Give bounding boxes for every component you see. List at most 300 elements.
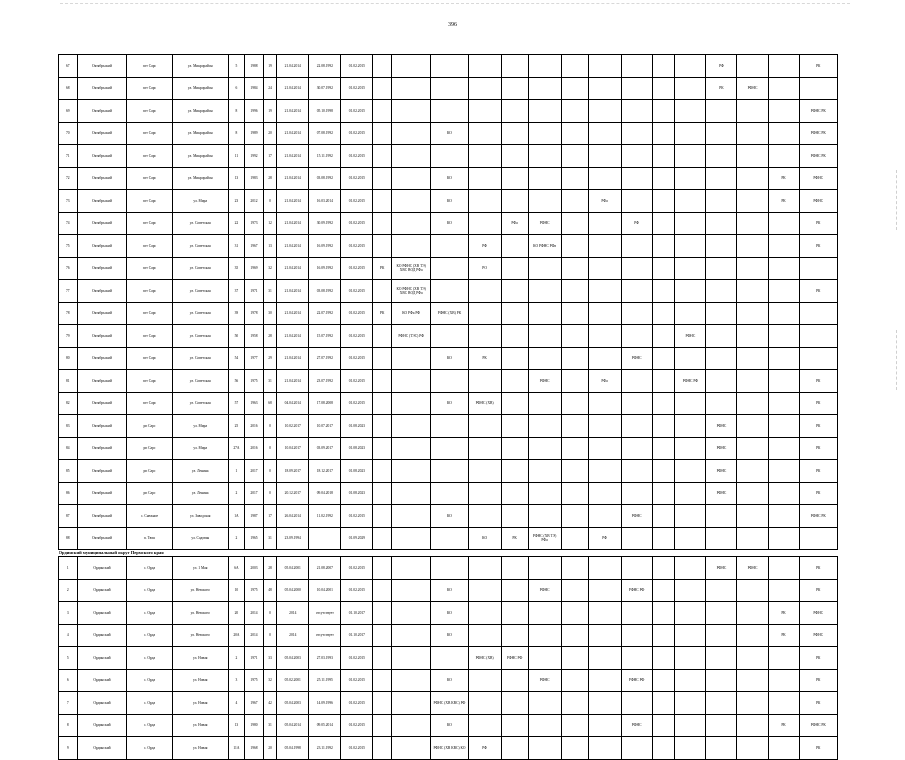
table-cell: Октябрьский	[77, 505, 127, 528]
table-cell	[373, 669, 392, 692]
table-cell: 81	[59, 370, 78, 393]
table-cell: пгт Сарс	[127, 145, 173, 168]
table-cell: РФНС	[737, 557, 768, 580]
table-cell	[392, 190, 431, 213]
table-cell: РК	[799, 280, 837, 303]
table-cell: 32	[263, 257, 276, 280]
table-cell: 07.08.1992	[309, 122, 341, 145]
table-cell: 11А	[228, 737, 245, 760]
table-cell	[392, 602, 431, 625]
table-cell: КО	[431, 624, 468, 647]
table-cell: 28	[263, 325, 276, 348]
table-cell: 01.02.2015	[341, 235, 373, 258]
table-cell	[392, 692, 431, 715]
table-cell: Ординский	[77, 647, 127, 670]
table-cell	[561, 145, 588, 168]
table-cell: 01.02.2015	[341, 257, 373, 280]
table-cell	[768, 737, 799, 760]
table-cell: ул. Мира	[172, 190, 228, 213]
table-cell: 16.09.1992	[309, 235, 341, 258]
table-cell: 19	[263, 100, 276, 123]
table-cell: 75	[59, 235, 78, 258]
table-cell	[588, 302, 621, 325]
table-cell: 27.03.1993	[309, 647, 341, 670]
table-cell	[431, 557, 468, 580]
table-cell	[706, 370, 737, 393]
table-cell: 21.04.2014	[277, 167, 309, 190]
table-cell	[392, 669, 431, 692]
table-cell	[501, 370, 528, 393]
table-cell: 01.02.2015	[341, 167, 373, 190]
table-cell: РК	[706, 77, 737, 100]
table-cell	[561, 235, 588, 258]
table-cell: ул. Садовая	[172, 527, 228, 550]
table-cell	[768, 692, 799, 715]
table-cell: 10.02.2017	[277, 415, 309, 438]
table-cell	[675, 235, 706, 258]
table-cell	[468, 122, 501, 145]
table-cell	[675, 212, 706, 235]
table-cell: 37	[228, 280, 245, 303]
table-cell: 01.02.2015	[341, 647, 373, 670]
table-cell: ул. Невского	[172, 624, 228, 647]
table-cell: 2016	[245, 415, 264, 438]
table-cell	[621, 437, 652, 460]
table-cell	[737, 579, 768, 602]
table-cell: РК	[799, 370, 837, 393]
table-cell	[561, 460, 588, 483]
table-cell	[799, 257, 837, 280]
table-cell: 48	[263, 579, 276, 602]
table-cell	[768, 100, 799, 123]
table-cell: 56	[228, 370, 245, 393]
table-cell	[652, 145, 675, 168]
table-cell: 0	[263, 190, 276, 213]
table-cell: 8	[228, 100, 245, 123]
table-cell: 1984	[245, 77, 264, 100]
table-cell	[675, 460, 706, 483]
table-cell: ул. Мира	[172, 415, 228, 438]
table-cell	[528, 624, 561, 647]
table-cell	[561, 482, 588, 505]
table-cell	[373, 122, 392, 145]
table-cell: ул. Микрорайон	[172, 167, 228, 190]
table-cell	[675, 77, 706, 100]
table-cell	[431, 415, 468, 438]
table-cell: 01.02.2015	[341, 77, 373, 100]
table-row	[59, 692, 838, 715]
table-cell	[561, 669, 588, 692]
table-cell	[588, 737, 621, 760]
table-cell: Октябрьский	[77, 370, 127, 393]
table-cell: Ординский	[77, 714, 127, 737]
table-cell: 9	[59, 737, 78, 760]
table-cell	[652, 392, 675, 415]
table-row	[59, 557, 838, 580]
table-cell	[621, 167, 652, 190]
table-cell	[675, 624, 706, 647]
table-cell	[468, 167, 501, 190]
table-cell: Октябрьский	[77, 347, 127, 370]
table-cell	[561, 190, 588, 213]
table-cell: РК	[501, 527, 528, 550]
table-cell	[799, 302, 837, 325]
table-cell: 85	[59, 460, 78, 483]
table-cell: 01.02.2015	[341, 190, 373, 213]
table-row	[59, 647, 838, 670]
table-cell	[675, 647, 706, 670]
table-cell	[621, 392, 652, 415]
table-cell: с. Орда	[127, 557, 173, 580]
table-cell: пгт Сарс	[127, 235, 173, 258]
table-cell: 1	[59, 557, 78, 580]
table-cell	[768, 669, 799, 692]
table-cell: РФНС	[799, 190, 837, 213]
table-cell	[561, 122, 588, 145]
table-cell: 20	[263, 122, 276, 145]
right-margin-mark	[896, 170, 897, 230]
table-cell: пгт Сарс	[127, 370, 173, 393]
table-cell: РФНС РФ	[621, 579, 652, 602]
table-cell: РФНС	[706, 437, 737, 460]
table-cell: п. Тюш	[127, 527, 173, 550]
table-cell	[588, 122, 621, 145]
table-cell	[768, 257, 799, 280]
table-row	[59, 737, 838, 760]
table-cell	[652, 624, 675, 647]
table-cell: 5	[59, 647, 78, 670]
table-cell	[561, 527, 588, 550]
table-cell	[768, 579, 799, 602]
table-cell	[621, 325, 652, 348]
table-cell	[652, 527, 675, 550]
table-cell: 01.02.2015	[341, 280, 373, 303]
table-cell: РФНС	[528, 579, 561, 602]
table-row	[59, 669, 838, 692]
table-cell: 79	[59, 325, 78, 348]
table-row	[59, 280, 838, 303]
table-cell	[392, 714, 431, 737]
table-cell: КО	[431, 714, 468, 737]
table-cell: 1975	[245, 669, 264, 692]
table-cell	[392, 122, 431, 145]
table-cell: 13	[228, 714, 245, 737]
table-cell	[588, 280, 621, 303]
table-cell: Октябрьский	[77, 280, 127, 303]
table-cell: 25.11.1995	[309, 669, 341, 692]
table-cell: 21.04.2014	[277, 325, 309, 348]
table-cell: 72	[59, 167, 78, 190]
table-cell	[501, 302, 528, 325]
table-cell	[675, 714, 706, 737]
table-cell: 1996	[245, 100, 264, 123]
table-cell: пгт Сарс	[127, 167, 173, 190]
table-row	[59, 460, 838, 483]
table-cell	[588, 602, 621, 625]
table-cell	[737, 212, 768, 235]
table-cell	[468, 482, 501, 505]
table-cell	[501, 505, 528, 528]
table-cell: 31	[263, 370, 276, 393]
table-cell: РК	[799, 235, 837, 258]
table-cell: Октябрьский	[77, 167, 127, 190]
table-cell	[501, 145, 528, 168]
table-cell	[561, 624, 588, 647]
table-cell: Ординский	[77, 692, 127, 715]
table-cell	[588, 460, 621, 483]
table-cell	[501, 437, 528, 460]
table-cell	[768, 392, 799, 415]
table-cell: 20.12.2017	[277, 482, 309, 505]
table-cell	[675, 527, 706, 550]
table-cell: 4	[228, 692, 245, 715]
table-cell	[501, 415, 528, 438]
table-cell: 30.09.1992	[309, 212, 341, 235]
table-row	[59, 77, 838, 100]
table-cell: 05.10.1998	[309, 100, 341, 123]
table-row	[59, 257, 838, 280]
table-cell	[468, 692, 501, 715]
table-cell: 23.09.1994	[277, 527, 309, 550]
table-cell: 2	[228, 527, 245, 550]
table-cell: РО	[468, 257, 501, 280]
table-cell	[652, 100, 675, 123]
table-cell	[501, 167, 528, 190]
table-cell: 1963	[245, 392, 264, 415]
table-cell	[652, 212, 675, 235]
table-cell	[737, 257, 768, 280]
table-cell	[706, 737, 737, 760]
table-cell	[621, 460, 652, 483]
table-cell: 05.04.2000	[277, 579, 309, 602]
table-row	[59, 527, 838, 550]
table-cell: 0	[263, 415, 276, 438]
table-cell: Октябрьский	[77, 190, 127, 213]
table-cell: Ординский	[77, 579, 127, 602]
table-cell	[468, 505, 501, 528]
table-cell: с. Орда	[127, 737, 173, 760]
table-cell: 03.08.1992	[309, 280, 341, 303]
table-cell	[621, 527, 652, 550]
table-cell	[652, 280, 675, 303]
table-cell	[768, 527, 799, 550]
table-cell	[799, 347, 837, 370]
table-cell: 1987	[245, 505, 264, 528]
table-cell: ул. Советская	[172, 302, 228, 325]
table-cell	[373, 579, 392, 602]
table-cell: 31	[228, 235, 245, 258]
table-cell: Октябрьский	[77, 77, 127, 100]
table-cell	[392, 460, 431, 483]
table-cell: ул. Новая	[172, 714, 228, 737]
table-cell: Ординский	[77, 669, 127, 692]
table-cell: 21.04.2014	[277, 257, 309, 280]
table-cell: пгт Сарс	[127, 122, 173, 145]
table-cell	[528, 714, 561, 737]
table-cell	[652, 505, 675, 528]
table-cell: РФНС (ХВ) РК	[431, 302, 468, 325]
table-cell: РФНС	[799, 602, 837, 625]
table-cell: 1958	[245, 325, 264, 348]
table-cell	[588, 505, 621, 528]
table-cell	[621, 737, 652, 760]
table-cell: Октябрьский	[77, 392, 127, 415]
table-cell	[737, 602, 768, 625]
table-row	[59, 370, 838, 393]
table-cell: 39	[228, 302, 245, 325]
table-cell: РФа	[588, 190, 621, 213]
table-row	[59, 624, 838, 647]
table-cell: РК	[799, 392, 837, 415]
table-cell: с. Орда	[127, 602, 173, 625]
table-row	[59, 235, 838, 258]
table-cell: КО	[431, 505, 468, 528]
table-cell: ул. Невского	[172, 579, 228, 602]
table-cell: ул. Ленина	[172, 482, 228, 505]
table-cell: 09.04.2018	[309, 482, 341, 505]
table-cell: 18.09.2017	[277, 460, 309, 483]
table-cell	[373, 347, 392, 370]
table-cell: 05.04.2003	[277, 692, 309, 715]
table-cell	[528, 100, 561, 123]
table-cell: 12	[263, 212, 276, 235]
table-cell	[501, 579, 528, 602]
table-cell: РФНС	[528, 212, 561, 235]
table-cell	[768, 505, 799, 528]
table-cell: 20	[263, 737, 276, 760]
table-cell	[737, 669, 768, 692]
table-body-bottom	[59, 557, 838, 760]
table-row	[59, 482, 838, 505]
table-cell: КО РФНС (ХВ ТЭ) ХВС ВОД РФа	[392, 280, 431, 303]
table-cell	[675, 557, 706, 580]
table-cell: с. Орда	[127, 647, 173, 670]
table-cell: РК	[768, 714, 799, 737]
table-cell: 05.02.2001	[277, 669, 309, 692]
table-cell	[652, 55, 675, 78]
table-cell: 2	[59, 579, 78, 602]
table-cell: пгт Сарс	[127, 302, 173, 325]
table-cell: РФНС (ХВ КВС) РФ	[431, 692, 468, 715]
table-cell: КО	[431, 212, 468, 235]
table-cell: 2003	[245, 557, 264, 580]
table-cell: 04.04.2014	[277, 392, 309, 415]
table-cell: 21.04.2014	[277, 212, 309, 235]
table-cell	[652, 302, 675, 325]
table-cell	[501, 55, 528, 78]
table-cell	[675, 602, 706, 625]
table-cell: РК	[799, 669, 837, 692]
table-cell: 21.04.2014	[277, 77, 309, 100]
table-cell: РФНС РК	[799, 145, 837, 168]
table-row	[59, 212, 838, 235]
table-cell	[373, 55, 392, 78]
table-cell: ул. Советская	[172, 235, 228, 258]
table-cell	[737, 167, 768, 190]
table-cell: КО РФНС РФа	[528, 235, 561, 258]
table-cell	[737, 714, 768, 737]
table-cell: пгт Сарс	[127, 212, 173, 235]
table-cell: 1978	[245, 302, 264, 325]
table-cell: 2017	[245, 460, 264, 483]
table-cell	[768, 647, 799, 670]
table-cell	[621, 122, 652, 145]
table-cell	[468, 325, 501, 348]
table-cell	[799, 325, 837, 348]
table-cell: 1989	[245, 122, 264, 145]
table-cell: РФНС	[799, 167, 837, 190]
table-cell: 21.04.2014	[277, 347, 309, 370]
table-cell: пгт Сарс	[127, 257, 173, 280]
table-cell	[373, 167, 392, 190]
right-margin-mark	[896, 330, 897, 390]
table-cell: 1967	[245, 235, 264, 258]
table-cell	[737, 280, 768, 303]
table-cell	[588, 482, 621, 505]
table-cell: 01.02.2015	[341, 347, 373, 370]
table-cell: отсутствует	[309, 602, 341, 625]
table-cell: с. Орда	[127, 579, 173, 602]
table-cell	[737, 325, 768, 348]
table-cell	[737, 647, 768, 670]
table-cell	[737, 415, 768, 438]
table-cell	[392, 100, 431, 123]
table-cell	[737, 302, 768, 325]
table-row	[59, 602, 838, 625]
table-cell	[392, 737, 431, 760]
table-cell: 1983	[245, 167, 264, 190]
table-cell	[468, 624, 501, 647]
table-cell: 3	[228, 669, 245, 692]
table-cell: 70	[59, 122, 78, 145]
table-cell	[468, 190, 501, 213]
table-cell	[468, 280, 501, 303]
table-cell: 23.07.1992	[309, 370, 341, 393]
table-cell	[431, 55, 468, 78]
table-cell	[621, 100, 652, 123]
table-cell: 01.02.2015	[341, 145, 373, 168]
table-cell	[621, 482, 652, 505]
table-cell	[468, 437, 501, 460]
table-cell	[373, 624, 392, 647]
table-cell	[621, 692, 652, 715]
table-cell: 0	[263, 602, 276, 625]
table-cell: Октябрьский	[77, 145, 127, 168]
table-cell	[706, 235, 737, 258]
table-cell: РК	[799, 212, 837, 235]
table-cell: 05.04.2014	[277, 714, 309, 737]
table-cell: 4	[59, 624, 78, 647]
table-cell	[768, 325, 799, 348]
table-cell	[373, 557, 392, 580]
table-cell: Октябрьский	[77, 257, 127, 280]
table-cell	[706, 212, 737, 235]
table-cell: 17.08.2008	[309, 392, 341, 415]
table-cell	[501, 190, 528, 213]
table-cell	[588, 145, 621, 168]
table-cell	[373, 392, 392, 415]
table-cell: РК	[799, 460, 837, 483]
table-cell: 2014	[245, 624, 264, 647]
table-cell: ул. Мира	[172, 437, 228, 460]
table-row	[59, 302, 838, 325]
table-cell	[675, 347, 706, 370]
table-cell	[675, 415, 706, 438]
table-cell: РФа	[501, 212, 528, 235]
table-cell: с. Орда	[127, 692, 173, 715]
table-cell: РФНС (ХВ ТЭ) РФа	[528, 527, 561, 550]
table-cell: 2012	[245, 190, 264, 213]
